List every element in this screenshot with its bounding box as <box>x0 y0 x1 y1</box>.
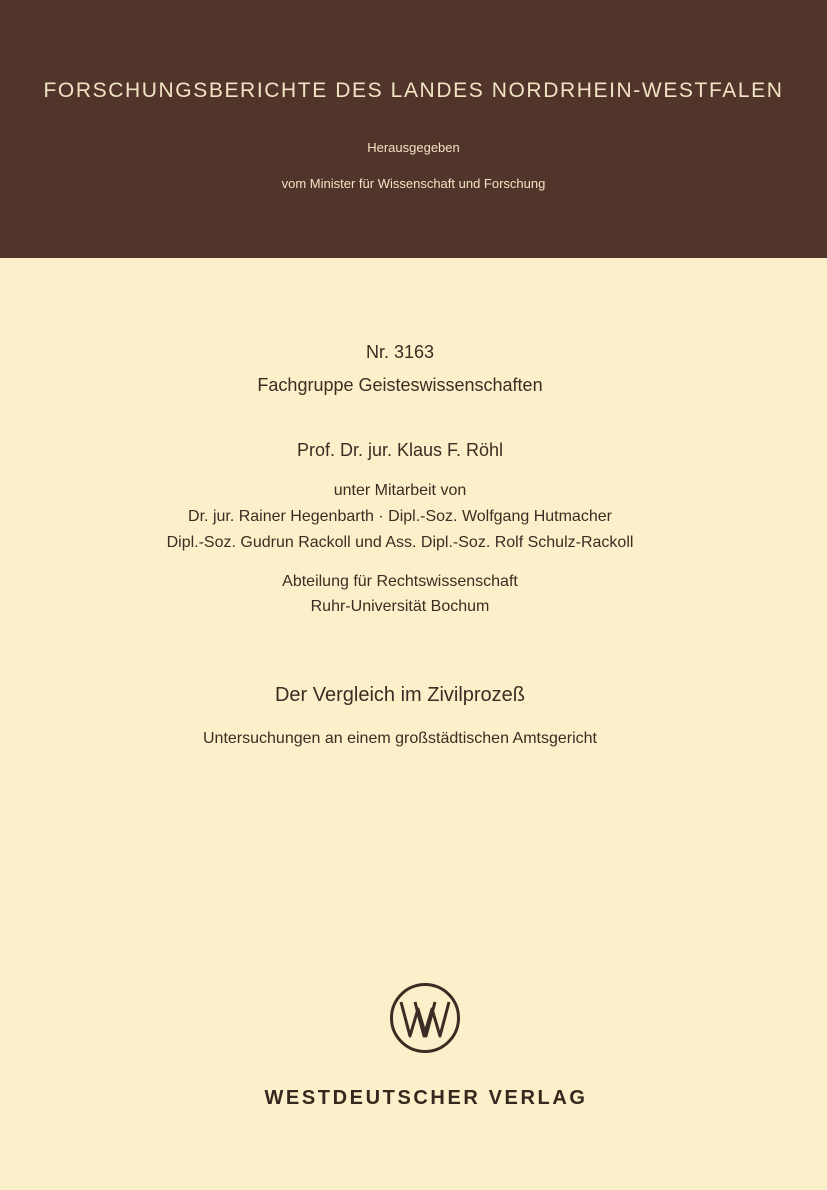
westdeutscher-verlag-logo-icon <box>388 981 462 1055</box>
department: Abteilung für Rechtswissenschaft <box>282 573 518 590</box>
issue-number: Nr. 3163 <box>365 342 435 362</box>
book-subtitle: Untersuchungen an einem großstädtischen Amtsgericht <box>203 730 597 747</box>
collaborators-line-1: Dr. jur. Rainer Hegenbarth · Dipl.-Soz. Wolfgang Hutmacher <box>188 508 612 525</box>
collaborators-line-2: Dipl.-Soz. Gudrun Rackoll und Ass. Dipl.-Soz. Rolf Schulz-Rackoll <box>166 534 634 551</box>
series-header-band <box>0 0 827 258</box>
author-name: Prof. Dr. jur. Klaus F. Röhl <box>296 440 504 460</box>
series-title: FORSCHUNGSBERICHTE DES LANDES NORDRHEIN-WESTFALEN <box>43 79 784 102</box>
published-by-label: Herausgegeben <box>367 140 460 155</box>
editor-line: vom Minister für Wissenschaft und Forschung <box>281 176 546 191</box>
publisher-name: WESTDEUTSCHER VERLAG <box>264 1087 588 1109</box>
book-title: Der Vergleich im Zivilprozeß <box>274 684 526 706</box>
university: Ruhr-Universität Bochum <box>310 598 490 615</box>
collaboration-label: unter Mitarbeit von <box>333 482 467 499</box>
subject-group: Fachgruppe Geisteswissenschaften <box>257 375 543 395</box>
